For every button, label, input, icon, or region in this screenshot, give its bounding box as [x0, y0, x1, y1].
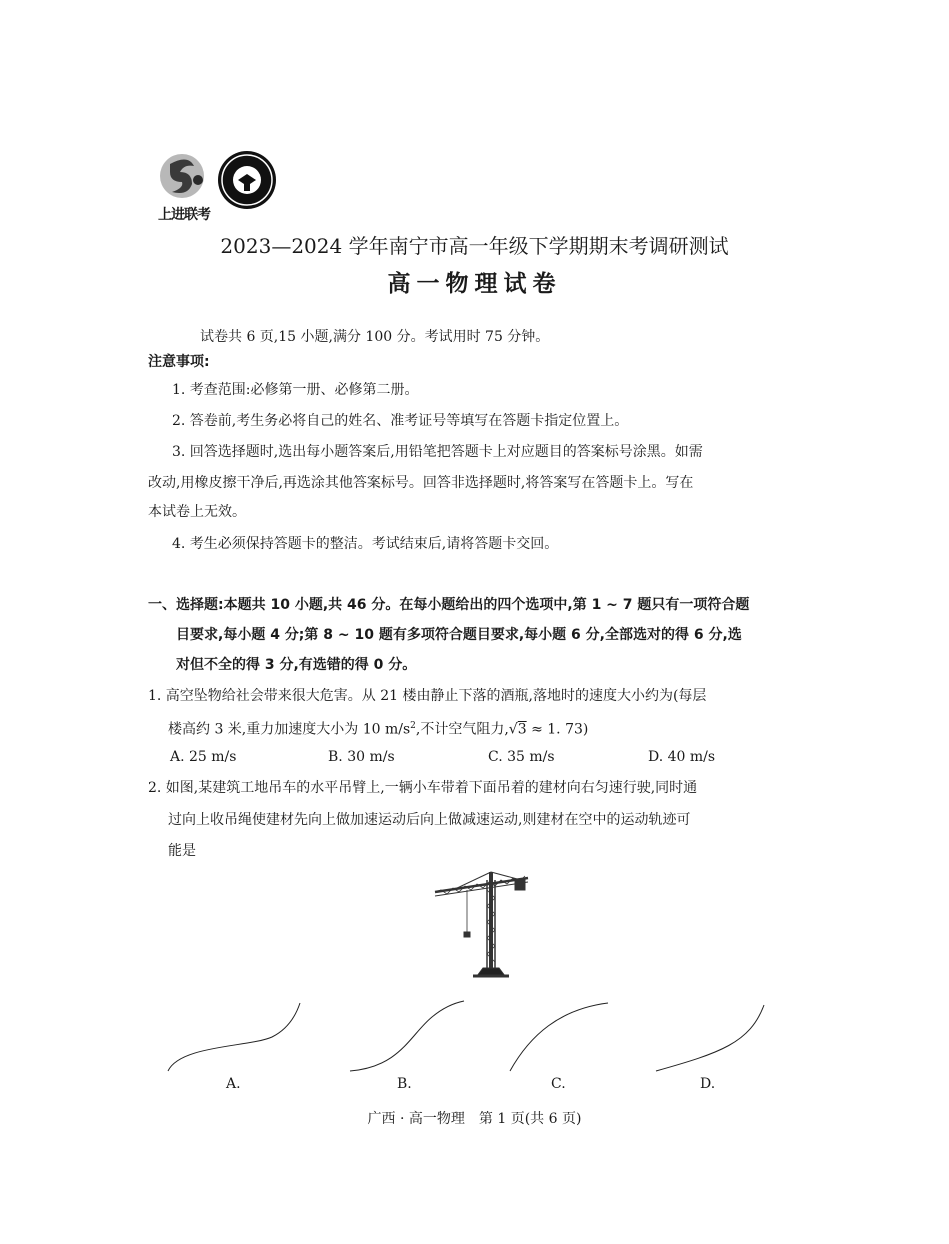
q1-option-d: D. 40 m/s: [648, 749, 716, 765]
question-1-text: 楼高约 3 米,重力加速度大小为 10 $m/s^2$,不计空气阻力,√3 ≈ 1. 73): [168, 721, 589, 738]
trajectory-curves: [160, 995, 780, 1077]
trajectory-options: [160, 995, 780, 1077]
section-heading: 一、选择题:本题共 10 小题,共 46 分。在每小题给出的四个选项中,第 1 ~ 7 题只有一项符合题: [148, 597, 750, 613]
notice-item: 改动,用橡皮擦干净后,再选涂其他答案标号。回答非选择题时,将答案写在答题卡上。写在: [148, 475, 694, 491]
question-1-text: 1. 高空坠物给社会带来很大危害。从 21 楼由静止下落的酒瓶,落地时的速度大小约为(每层: [148, 688, 707, 704]
notice-item: 2. 答卷前,考生务必将自己的姓名、准考证号等填写在答题卡指定位置上。: [172, 413, 629, 429]
curve-label-d: D.: [700, 1076, 716, 1092]
section-heading: 对但不全的得 3 分,有选错的得 0 分。: [176, 657, 417, 673]
question-2-text: 过向上收吊绳使建材先向上做加速运动后向上做减速运动,则建材在空中的运动轨迹可: [168, 812, 691, 828]
q1-option-c: C. 35 m/s: [488, 749, 555, 765]
assessment-seal-icon: [218, 151, 276, 209]
notice-heading: 注意事项:: [148, 354, 210, 370]
crane-figure: [433, 870, 533, 982]
section-heading: 目要求,每小题 4 分;第 8 ~ 10 题有多项符合题目要求,每小题 6 分,全部选对的得 6 分,选: [176, 627, 742, 643]
curve-label-b: B.: [397, 1076, 412, 1092]
curve-a: [168, 1003, 300, 1071]
q1-option-b: B. 30 m/s: [328, 749, 395, 765]
curve-label-a: A.: [226, 1076, 241, 1092]
crane-image: [433, 870, 533, 982]
curve-c: [510, 1003, 608, 1071]
curve-label-c: C.: [551, 1076, 566, 1092]
curve-d: [656, 1005, 764, 1071]
notice-item: 4. 考生必须保持答题卡的整洁。考试结束后,请将答题卡交回。: [172, 536, 559, 552]
intro-text: 试卷共 6 页,15 小题,满分 100 分。考试用时 75 分钟。: [200, 329, 550, 345]
q1-option-a: A. 25 m/s: [170, 749, 237, 765]
page-footer: 广西 · 高一物理 第 1 页(共 6 页): [367, 1111, 582, 1127]
notice-item: 本试卷上无效。: [148, 504, 246, 520]
question-2-text: 能是: [168, 843, 196, 859]
logo-text: 上进联考: [158, 207, 210, 223]
notice-item: 3. 回答选择题时,选出每小题答案后,用铅笔把答题卡上对应题目的答案标号涂黑。如需: [172, 444, 703, 460]
curve-b: [350, 1001, 464, 1071]
shangjin-logo-icon: [160, 154, 204, 198]
exam-subtitle: 高一物理试卷: [387, 271, 562, 297]
exam-title: 2023—2024 学年南宁市高一年级下学期期末考调研测试: [220, 234, 729, 258]
question-2-text: 2. 如图,某建筑工地吊车的水平吊臂上,一辆小车带着下面吊着的建材向右匀速行驶,同时通: [148, 780, 698, 796]
notice-item: 1. 考查范围:必修第一册、必修第二册。: [172, 382, 419, 398]
